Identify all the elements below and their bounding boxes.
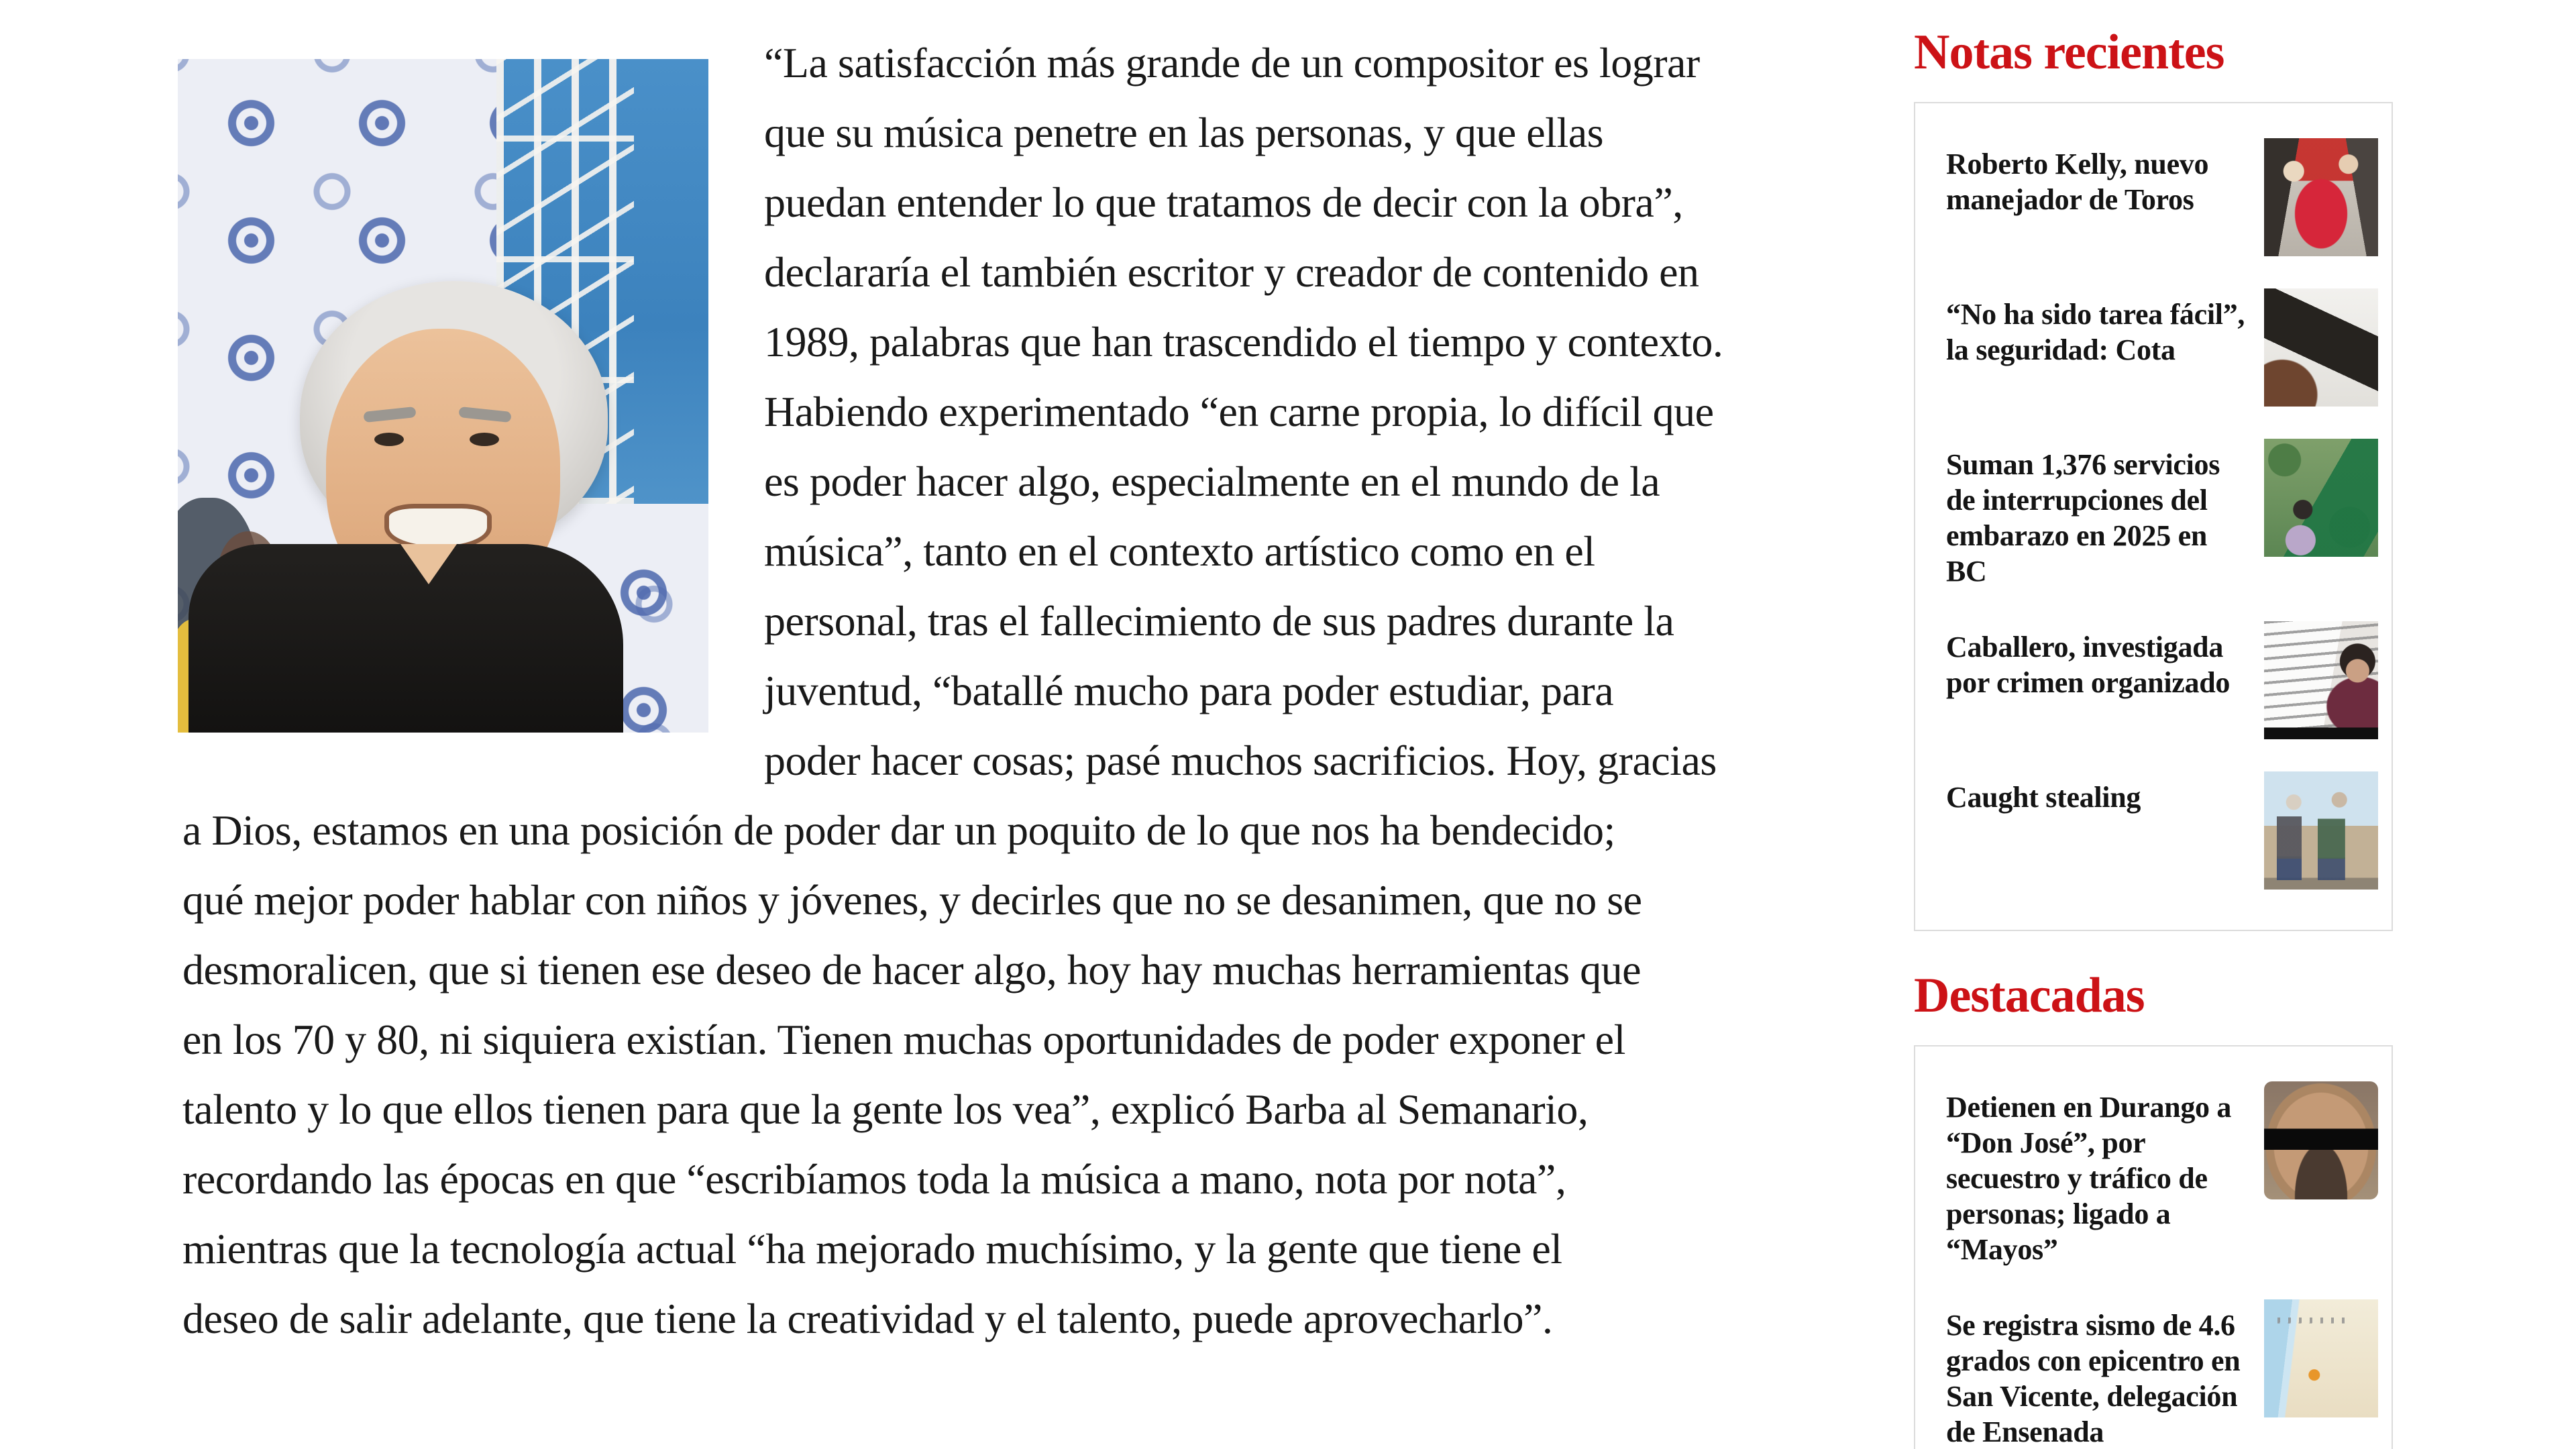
- news-item-caught-stealing[interactable]: [1946, 771, 2378, 890]
- article-line: talento y lo que ellos tienen para que la gente los vea”, explicó Barba al Semanario,: [182, 1085, 1589, 1133]
- article-line: juventud, “batallé mucho para poder estudiar, para: [764, 667, 1614, 714]
- article-line: en los 70 y 80, ni siquiera existían. Tienen muchas oportunidades de poder exponer el: [182, 1016, 1625, 1063]
- article-text-fullwidth: [182, 796, 1642, 1354]
- news-item-seguridad-cota[interactable]: [1946, 288, 2378, 407]
- featured-heading: Destacadas: [1914, 968, 2145, 1023]
- news-item-title: Caught stealing: [1946, 781, 2141, 814]
- news-thumbnail-dark-garment: [2264, 288, 2378, 407]
- article-line: desmoralicen, que si tienen ese deseo de hacer algo, hoy hay muchas herramientas que: [182, 946, 1642, 994]
- article-line: es poder hacer algo, especialmente en el mundo de la: [764, 458, 1660, 505]
- news-thumbnail-censored-face: [2264, 1081, 2378, 1199]
- news-thumbnail-red-jersey: [2264, 138, 2378, 256]
- news-thumbnail-earthquake-map: [2264, 1299, 2378, 1417]
- news-item-title: Detienen en Durango a “Don José”, por secuestro y tráfico de personas; ligado a “Mayos”: [1946, 1091, 2232, 1266]
- article-line: personal, tras el fallecimiento de sus padres durante la: [764, 597, 1674, 645]
- news-thumbnail-green-banner: [2264, 439, 2378, 557]
- article-line: “La satisfacción más grande de un compositor es lograr: [764, 39, 1700, 87]
- news-item-title: “No ha sido tarea fácil”, la seguridad: Cota: [1946, 298, 2245, 366]
- news-item-caballero-investigada[interactable]: [1946, 621, 2378, 739]
- news-item-don-jose[interactable]: [1946, 1081, 2378, 1267]
- article-line: 1989, palabras que han trascendido el tiempo y contexto.: [764, 318, 1723, 366]
- news-thumbnail-two-men-walking: [2264, 771, 2378, 890]
- article-line: puedan entender lo que tratamos de decir con la obra”,: [764, 178, 1683, 226]
- news-item-title: Caballero, investigada por crimen organizado: [1946, 631, 2231, 699]
- recent-notes-heading: Notas recientes: [1914, 25, 2224, 80]
- article-line: qué mejor poder hablar con niños y jóvenes, y decirles que no se desanimen, que no se: [182, 876, 1642, 924]
- article-line: música”, tanto en el contexto artístico como en el: [764, 527, 1595, 575]
- news-item-title: Suman 1,376 servicios de interrupciones del embarazo en 2025 en BC: [1946, 448, 2220, 588]
- news-item-title: Se registra sismo de 4.6 grados con epicentro en San Vicente, delegación de Ensenada: [1946, 1309, 2241, 1448]
- article-line: deseo de salir adelante, que tiene la creatividad y el talento, puede aprovecharlo”.: [182, 1295, 1553, 1342]
- news-item-title: Roberto Kelly, nuevo manejador de Toros: [1946, 148, 2209, 216]
- article-line: Habiendo experimentado “en carne propia, lo difícil que: [764, 388, 1714, 435]
- sidebar: [1914, 24, 2393, 1449]
- man-collar: [400, 544, 457, 584]
- article-line: recordando las épocas en que “escribíamos toda la música a mano, nota por nota”,: [182, 1155, 1566, 1203]
- man-eye: [374, 433, 404, 446]
- featured-panel: [1914, 1045, 2393, 1449]
- article-text-wrapped: [764, 28, 1723, 796]
- article-line: declararía el también escritor y creador de contenido en: [764, 248, 1699, 296]
- article-photo: [178, 59, 708, 733]
- article-line: mientras que la tecnología actual “ha mejorado muchísimo, y la gente que tiene el: [182, 1225, 1562, 1273]
- article-line: poder hacer cosas; pasé muchos sacrificios. Hoy, gracias: [764, 737, 1717, 784]
- news-item-interrupciones-embarazo[interactable]: [1946, 439, 2378, 589]
- article-line: a Dios, estamos en una posición de poder dar un poquito de lo que nos ha bendecido;: [182, 806, 1615, 854]
- news-item-sismo-ensenada[interactable]: [1946, 1299, 2378, 1449]
- recent-notes-panel: [1914, 102, 2393, 931]
- news-item-roberto-kelly[interactable]: [1946, 138, 2378, 256]
- news-thumbnail-document-woman: [2264, 621, 2378, 739]
- article-line: que su música penetre en las personas, y que ellas: [764, 109, 1604, 156]
